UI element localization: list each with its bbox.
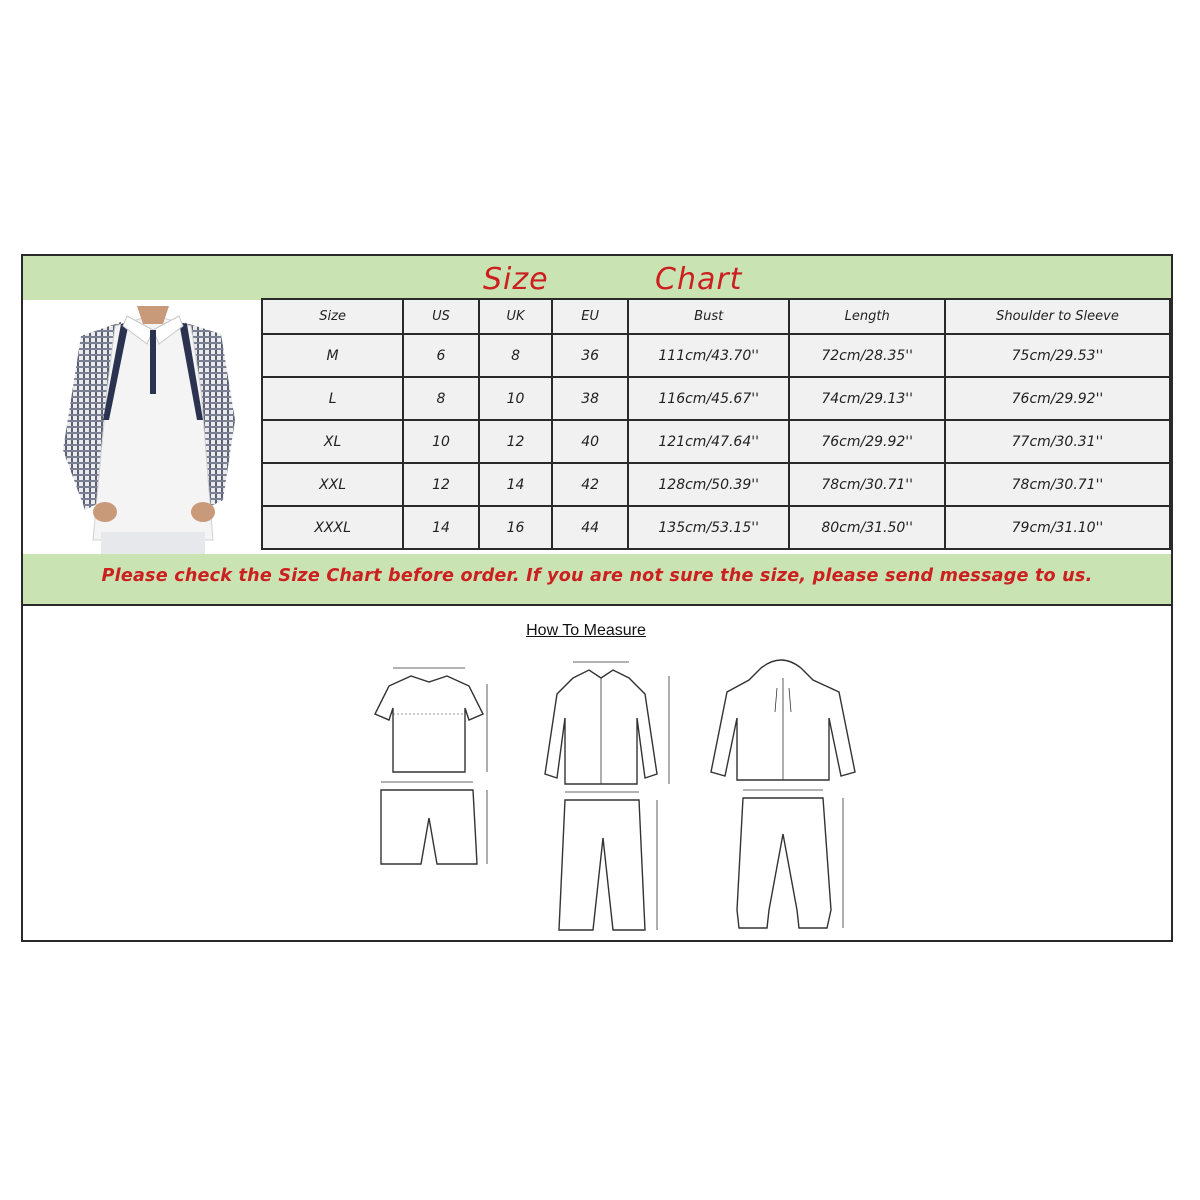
table-cell: 80cm/31.50'' [789, 506, 945, 549]
table-cell: 10 [479, 377, 553, 420]
hoodie-diagram-icon [711, 660, 855, 780]
shorts-diagram-icon [381, 782, 487, 864]
col-header: UK [479, 299, 553, 334]
col-header: Bust [628, 299, 790, 334]
table-cell: 121cm/47.64'' [628, 420, 790, 463]
table-cell: 14 [479, 463, 553, 506]
table-row [262, 334, 1170, 377]
table-cell: 42 [552, 463, 628, 506]
table-cell: 77cm/30.31'' [945, 420, 1170, 463]
table-cell: 8 [479, 334, 553, 377]
tshirt-diagram-icon [375, 668, 487, 772]
table-cell: L [262, 377, 403, 420]
col-header: Shoulder to Sleeve [945, 299, 1170, 334]
table-row [262, 463, 1170, 506]
table-cell: 135cm/53.15'' [628, 506, 790, 549]
polo-shirt-image [23, 300, 261, 554]
size-chart-panel [21, 254, 1173, 942]
table-cell: XL [262, 420, 403, 463]
table-cell: 10 [403, 420, 479, 463]
table-cell: 16 [479, 506, 553, 549]
table-cell: 76cm/29.92'' [789, 420, 945, 463]
table-header-row [262, 299, 1170, 334]
table-cell: 79cm/31.10'' [945, 506, 1170, 549]
col-header: Size [262, 299, 403, 334]
table-cell: 128cm/50.39'' [628, 463, 790, 506]
col-header: US [403, 299, 479, 334]
chart-title [23, 262, 1171, 298]
title-word-size: Size [483, 262, 549, 297]
table-cell: 12 [403, 463, 479, 506]
table-row [262, 377, 1170, 420]
table-cell: 76cm/29.92'' [945, 377, 1170, 420]
table-row [262, 506, 1170, 549]
table-cell: 72cm/28.35'' [789, 334, 945, 377]
table-cell: 116cm/45.67'' [628, 377, 790, 420]
table-cell: 74cm/29.13'' [789, 377, 945, 420]
table-cell: 8 [403, 377, 479, 420]
table-cell: 36 [552, 334, 628, 377]
col-header: EU [552, 299, 628, 334]
size-table [261, 298, 1171, 550]
table-cell: 40 [552, 420, 628, 463]
table-cell: XXXL [262, 506, 403, 549]
how-to-measure-title: How To Measure [526, 622, 646, 639]
divider [23, 604, 1171, 606]
table-cell: 44 [552, 506, 628, 549]
note-band [23, 554, 1171, 604]
table-cell: 111cm/43.70'' [628, 334, 790, 377]
table-cell: 78cm/30.71'' [945, 463, 1170, 506]
col-header: Length [789, 299, 945, 334]
table-cell: 12 [479, 420, 553, 463]
joggers-diagram-icon [737, 790, 843, 928]
title-word-chart: Chart [655, 262, 743, 297]
how-to-measure-heading [23, 620, 1171, 640]
product-photo [23, 300, 261, 554]
table-cell: 78cm/30.71'' [789, 463, 945, 506]
trousers-diagram-icon [559, 792, 657, 930]
measurement-diagrams [341, 648, 861, 938]
order-note: Please check the Size Chart before order. If you are not sure the size, please send message to us. [101, 566, 1093, 586]
table-cell: 6 [403, 334, 479, 377]
table-cell: M [262, 334, 403, 377]
table-cell: 75cm/29.53'' [945, 334, 1170, 377]
table-cell: 38 [552, 377, 628, 420]
shirt-diagram-icon [545, 662, 669, 784]
table-row [262, 420, 1170, 463]
table-cell: 14 [403, 506, 479, 549]
table-cell: XXL [262, 463, 403, 506]
